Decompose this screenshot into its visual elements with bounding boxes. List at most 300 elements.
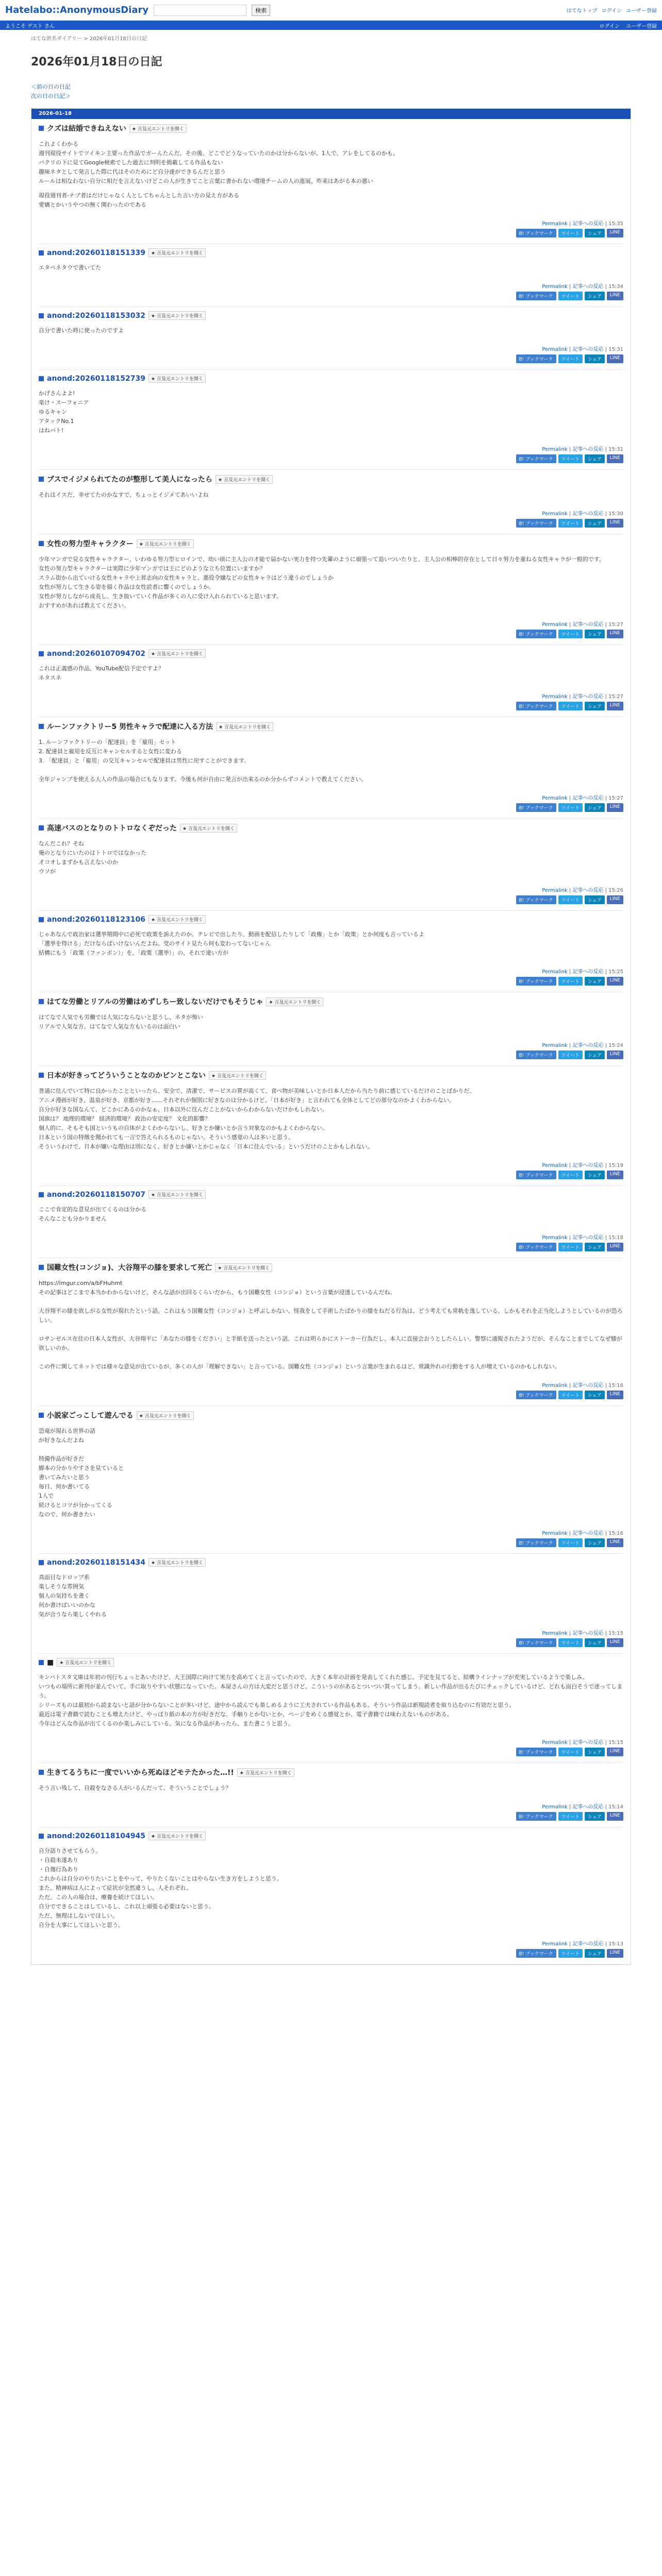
entry-paragraph [39,555,623,611]
reference-entry-button[interactable]: ★ 言及元エントリを開く [148,374,206,383]
share-button[interactable]: シェア [585,1391,605,1399]
entry-line: それはイスだ、幸せてたのかなすで、ちょっとイジメてあいいよね [39,492,209,498]
responses-link[interactable]: 記事への反応 [572,221,604,227]
responses-link[interactable]: 記事への反応 [572,1740,604,1745]
line-button[interactable]: LINE [607,977,623,986]
reference-entry-button[interactable]: ★ 言及元エントリを開く [148,311,206,320]
reference-entry-button[interactable]: ★ 言及元エントリを開く [180,824,237,833]
line-button[interactable]: LINE [607,1538,623,1547]
bookmark-button[interactable]: B! ブックマーク [516,292,556,300]
entry-time: 15:35 [608,221,623,227]
line-button[interactable]: LINE [607,702,623,710]
reference-entry-button[interactable]: ★ 言及元エントリを開く [266,997,323,1006]
entry-time: 15:26 [608,888,623,893]
entry-title: ルーンファクトリー5 男性キャラで配達に入る方法 [47,723,213,731]
entry-time: 15:25 [608,969,623,975]
tweet-button[interactable]: ツイート [558,1050,583,1059]
entry-footer: Permalink | 記事への反応 | 15:16 [542,1531,623,1536]
responses-link[interactable]: 記事への反応 [572,969,604,975]
line-button[interactable]: LINE [607,1171,623,1179]
entry-paragraph [39,191,623,210]
bookmark-button[interactable]: B! ブックマーク [516,1391,556,1399]
entry-header [39,474,623,484]
entry-time: 15:15 [608,1740,623,1745]
bookmark-button[interactable]: B! ブックマーク [516,454,556,463]
entry-line: はてなで人気でも労働では人気にならないと思うし、ネタが怖い [39,1014,203,1021]
tweet-button[interactable]: ツイート [558,1243,583,1251]
entry [31,370,631,470]
entry-line: ロサンゼルス在住の日本人女性が、大谷翔平に「あなたの膝をください」と手紙を送ったという話。これは明らかにストーカー行為だし、本人に直接会おうとしたらしい。警察に通報されたようだが、そんなことまでしてなぜ膝が欲しいのか。 [39,1335,622,1351]
menu-register-link[interactable]: ユーザー登録 [626,23,657,29]
entry-title: 国難女性(コンジョ)、大谷翔平の膝を要求して死亡 [47,1264,212,1272]
line-button[interactable]: LINE [607,229,623,238]
diary-content [31,108,631,1965]
reference-entry-button[interactable]: ★ 言及元エントリを開く [137,539,194,548]
entry-line: 普通に住んでいて特に良かったことといったら、安全で、清潔で、サービスの質が高くて、食べ物が美味しいとか日本人だから当たり前に感じているだけのことばかりだ。 [39,1088,475,1094]
entry-line: https://imgur.com/a/bFHuhmt [39,1280,123,1286]
share-buttons [39,1168,623,1186]
entry [31,1186,631,1258]
tweet-button[interactable]: ツイート [558,630,583,638]
reference-entry-button[interactable]: ★ 言及元エントリを開く [148,649,206,658]
bookmark-button[interactable]: B! ブックマーク [516,895,556,904]
entry-line: 何か書けばいいのかな [39,1602,95,1608]
entry-line: アニメ漫画が好き、温泉が好き、京都が好き……それぞれが個別に好きなのは分かるけど、「日本が好き」と言われても全体としてどの部分なのかよくわからない。 [39,1097,455,1104]
entry-line: これよくわかる [39,141,78,147]
entry-header [39,1190,623,1199]
line-button[interactable]: LINE [607,1949,623,1958]
square-icon [39,1413,44,1418]
entry-line: スラム街から出ていける女性キャラや上昇志向の女性キャラと、悪役令嬢などの女性キャラはどう違うのでしょうか [39,574,334,581]
tweet-button[interactable]: ツイート [558,895,583,904]
tweet-button[interactable]: ツイート [558,803,583,812]
responses-link[interactable]: 記事への反応 [572,1235,604,1241]
square-icon [39,724,44,729]
responses-link[interactable]: 記事への反応 [572,694,604,700]
tweet-button[interactable]: ツイート [558,977,583,986]
entry-time: 15:16 [608,1531,623,1536]
entry-line: じゃあなんで政治家は選挙期間中に必死で政策を訴えたのか。テレビで出したり、動画を配信したりして「政権」とか「政策」とか何度も言っているよ [39,931,424,938]
responses-link[interactable]: 記事への反応 [572,1163,604,1168]
line-button[interactable]: LINE [607,1638,623,1647]
square-icon [39,917,44,922]
entry-header [39,311,623,320]
entry-footer: Permalink | 記事への反応 | 15:25 [542,969,623,975]
reference-entry-button[interactable]: ★ 言及元エントリを開く [216,475,273,484]
entry-body [39,833,623,876]
entry-footer: Permalink | 記事への反応 | 15:14 [542,1804,623,1810]
line-button[interactable]: LINE [607,292,623,300]
tweet-button[interactable]: ツイート [558,1391,583,1399]
tweet-button[interactable]: ツイート [558,292,583,300]
entry-paragraph [39,326,623,335]
responses-link[interactable]: 記事への反応 [572,795,604,801]
entry-footer: Permalink | 記事への反応 | 15:31 [542,447,623,452]
share-buttons [39,1810,623,1827]
tweet-button[interactable]: ツイート [558,1538,583,1547]
entry-body [39,732,623,784]
share-buttons [39,290,623,307]
permalink-link[interactable]: Permalink [542,795,568,801]
share-button[interactable]: シェア [585,1638,605,1647]
entry-header [39,823,623,833]
menu-bar [0,21,662,30]
entry-paragraph [39,738,623,784]
entry-line: シリーズものは最初から読まないと話が分からないことが多いけど、途中から読んでも楽しめるように工夫されている作品もある。そういう作品は新規読者を取り込むのに有効だと思う。 [39,1702,515,1708]
share-button[interactable]: シェア [585,1538,605,1547]
entry-line: 女性の努力型キャラクターは実際に少年マンガでは主にどのような立ち位置にいますか？ [39,565,266,572]
permalink-link[interactable]: Permalink [542,1804,568,1810]
responses-link[interactable]: 記事への反応 [572,622,604,628]
entry-title[interactable]: anond:20260118123106 [47,915,145,924]
tweet-button[interactable]: ツイート [558,1748,583,1756]
entry-paragraph [39,263,623,273]
entry-time: 15:18 [608,1235,623,1241]
entry-line: パクリの下に見てGoogle検索でした過去に判明を掲載してる作品もない [39,159,223,166]
entry-title[interactable]: anond:20260118152739 [47,374,145,383]
entry-paragraph [39,1784,623,1793]
permalink-link[interactable]: Permalink [542,1043,568,1048]
entry-line: 最近は電子書籍で読むことも増えたけど、やっぱり紙の本の方が好きだな。手触りとか匂いとか、ページをめくる感覚とか、電子書籍では味わえないものがある。 [39,1711,453,1718]
line-button[interactable]: LINE [607,1748,623,1756]
entry-list [31,119,631,1964]
hatena-top-link[interactable]: はてなトップ [566,8,598,14]
entry-line: アタックNo.1 [39,418,74,425]
responses-link[interactable]: 記事への反応 [572,888,604,893]
menu-login-link[interactable]: ログイン [599,23,620,29]
share-button[interactable]: シェア [585,630,605,638]
entry-footer: Permalink | 記事への反応 | 15:27 [542,795,623,801]
reference-entry-button[interactable]: ★ 言及元エントリを開く [148,1190,206,1199]
entry-footer: Permalink | 記事への反応 | 15:18 [542,1235,623,1241]
tweet-button[interactable]: ツイート [558,454,583,463]
tweet-button[interactable]: ツイート [558,519,583,528]
entry-title[interactable]: anond:20260118150707 [47,1190,145,1199]
entry-header [39,374,623,383]
bookmark-button[interactable]: B! ブックマーク [516,1171,556,1179]
reference-entry-button[interactable]: ★ 言及元エントリを開く [148,248,206,257]
entry-footer: Permalink | 記事への反応 | 15:30 [542,511,623,517]
share-button[interactable]: シェア [585,454,605,463]
permalink-link[interactable]: Permalink [542,1631,568,1636]
entry-paragraph [39,490,623,500]
line-button[interactable]: LINE [607,803,623,812]
entry-line: 国旗は？ 地理的環境？ 経済的環境？ 政治の安定度？ 文化的影響？ [39,1115,210,1122]
entry-title: 日本が好きってどういうことなのかピンとこない [47,1072,206,1080]
share-button[interactable]: シェア [585,354,605,363]
square-icon [39,1560,44,1565]
reference-entry-button[interactable]: ★ 言及元エントリを開く [57,1658,114,1667]
entry-title[interactable]: anond:20260118151339 [47,248,145,257]
share-button[interactable]: シェア [585,895,605,904]
entry-paragraph [39,839,623,876]
entry-line: 楽け・スーフォニア [39,399,89,406]
entry-body [39,1273,623,1371]
reference-entry-button[interactable]: ★ 言及元エントリを開く [237,1768,294,1777]
reference-entry-button[interactable]: ★ 言及元エントリを開く [215,1263,272,1272]
entry-line: 女性が努力しながら成長し、生き抜いていく作品が多くの人に受け入れられていると思います。 [39,593,283,600]
entry-paragraph [39,140,623,186]
search-input[interactable] [154,5,246,16]
share-button[interactable]: シェア [585,1812,605,1821]
entry-header [39,649,623,658]
line-button[interactable]: LINE [607,895,623,904]
share-buttons [39,1947,623,1964]
tweet-button[interactable]: ツイート [558,354,583,363]
responses-link[interactable]: 記事への反応 [572,1631,604,1636]
bookmark-button[interactable]: B! ブックマーク [516,1243,556,1251]
entry-title: 高速バスのとなりのトトロなくぞだった [47,824,177,833]
permalink-link[interactable]: Permalink [542,1531,568,1536]
bookmark-button[interactable]: B! ブックマーク [516,803,556,812]
entry-footer: Permalink | 記事への反応 | 15:13 [542,1941,623,1947]
permalink-link[interactable]: Permalink [542,888,568,893]
bookmark-button[interactable]: B! ブックマーク [516,1050,556,1059]
entry-header [39,1410,623,1420]
bookmark-button[interactable]: B! ブックマーク [516,519,556,528]
entry-line: 1. ルーンファクトリーの「配達員」を「雇用」セット [39,739,176,745]
share-button[interactable]: シェア [585,1748,605,1756]
entry [31,1258,631,1406]
permalink-link[interactable]: Permalink [542,1941,568,1947]
entry-body [39,924,623,958]
entry-body [39,1080,623,1151]
entry-footer: Permalink | 記事への反応 | 15:31 [542,347,623,352]
entry-line: 全年ジャンプを使える大人の作品の場合にもなります。今後も何が自由に発言が出来るのか分からずコメントで教えてください。 [39,776,367,783]
share-button[interactable]: シェア [585,803,605,812]
reference-entry-button[interactable]: ★ 言及元エントリを開く [148,915,206,924]
entry-line: 1人で [39,1493,54,1499]
entry-body [39,1840,623,1930]
entry-line: なんだこれ？そね [39,840,84,847]
entry-line: おすすめがあれば教えてください。 [39,602,130,609]
line-button[interactable]: LINE [607,1812,623,1821]
welcome-text: ようこそ ゲスト さん [5,23,55,29]
permalink-link[interactable]: Permalink [542,1235,568,1241]
entry-time: 15:24 [608,1043,623,1048]
entry-time: 15:16 [608,1383,623,1388]
line-button[interactable]: LINE [607,1243,623,1251]
entry-footer: Permalink | 記事への反応 | 15:27 [542,622,623,628]
entry-header [39,1658,623,1667]
site-logo[interactable]: Hatelabo::AnonymousDiary [5,5,149,15]
line-button[interactable]: LINE [607,1391,623,1399]
entry-line: 自分を大事にしてほしいと思う。 [39,1922,124,1928]
line-button[interactable]: LINE [607,454,623,463]
responses-link[interactable]: 記事への反応 [572,447,604,452]
responses-link[interactable]: 記事への反応 [572,284,604,290]
square-icon [39,376,44,381]
prev-day-link[interactable]: ＜前の日の日記 [31,83,71,90]
entry-paragraph [39,664,623,683]
entry [31,1827,631,1964]
register-link[interactable]: ユーザー登録 [626,8,657,14]
share-button[interactable]: シェア [585,1949,605,1958]
share-button[interactable]: シェア [585,702,605,710]
entry-line: 書いてみたいと思う [39,1474,90,1481]
entry-line: が好きなんだよね [39,1437,84,1444]
entry-line: ただ、この人の場合は、療養を続けてほしい。 [39,1894,158,1901]
line-button[interactable]: LINE [607,354,623,363]
share-buttons [39,1241,623,1258]
entry-line: 3. 「配達員」と「雇用」の交互キャンセルで配達員は男性に戻すことができます。 [39,757,250,764]
entry-line: なので、何か書きたい [39,1511,95,1518]
reference-entry-button[interactable]: ★ 言及元エントリを開く [148,1832,206,1840]
square-icon [39,313,44,318]
permalink-link[interactable]: Permalink [542,1740,568,1745]
entry [31,534,631,645]
bookmark-button[interactable]: B! ブックマーク [516,630,556,638]
entry-line: キンバトスタ文庫は年初の刊行ちょっとあいたけど、大王国際に向けて実力を高めてくと言っていたので、大きく本年の計画を発表してくれた感じ。予定を見てると、結構ラインナップが充実しているようで楽しみ。 [39,1674,588,1681]
search-button[interactable]: 検索 [252,5,270,16]
share-button[interactable]: シェア [585,977,605,986]
share-button[interactable]: シェア [585,1171,605,1179]
entry-line: 個人的に、そもそも国というもの自体がよくわからないし、好きとか嫌いとか言う対象なのかもよくわからない。 [39,1125,328,1131]
permalink-link[interactable]: Permalink [542,1383,568,1388]
permalink-link[interactable]: Permalink [542,347,568,352]
login-link[interactable]: ログイン [601,8,622,14]
share-button[interactable]: シェア [585,229,605,238]
share-buttons [39,452,623,470]
square-icon [39,825,44,831]
share-button[interactable]: シェア [585,1243,605,1251]
day-nav [31,82,631,101]
permalink-link[interactable]: Permalink [542,694,568,700]
reference-entry-button[interactable]: ★ 言及元エントリを開く [137,1411,194,1420]
entry-line: 自分で書いた時に使ったのですよ [39,327,124,334]
entry-footer: Permalink | 記事への反応 | 15:34 [542,284,623,290]
entry-header [39,1558,623,1567]
entry-title: 生きてるうちに一度でいいから死ぬほどモテたかった…!! [47,1769,234,1777]
entry-time: 15:27 [608,795,623,801]
responses-link[interactable]: 記事への反応 [572,1941,604,1947]
entry-title[interactable]: anond:20260118104945 [47,1832,145,1840]
entry-time: 15:14 [608,1804,623,1810]
entry-footer: Permalink | 記事への反応 | 15:24 [542,1043,623,1048]
share-button[interactable]: シェア [585,1050,605,1059]
share-button[interactable]: シェア [585,292,605,300]
bookmark-button[interactable]: B! ブックマーク [516,1638,556,1647]
entry-time: 15:31 [608,447,623,452]
entry-header [39,248,623,257]
bookmark-button[interactable]: B! ブックマーク [516,354,556,363]
bookmark-button[interactable]: B! ブックマーク [516,702,556,710]
line-button[interactable]: LINE [607,1050,623,1059]
entry [31,819,631,911]
tweet-button[interactable]: ツイート [558,1638,583,1647]
bookmark-button[interactable]: B! ブックマーク [516,229,556,238]
entry-title[interactable]: anond:20260118153032 [47,311,145,320]
entry-footer: Permalink | 記事への反応 | 15:15 [542,1740,623,1745]
entry-paragraph [39,1573,623,1619]
page-title: 2026年01月18日の日記 [31,56,162,69]
permalink-link[interactable]: Permalink [542,284,568,290]
square-icon [39,126,44,131]
entry-line: リアルで人気な方、はてなで人気な方もいるのは面白い [39,1023,180,1030]
entry-footer: Permalink | 記事への反応 | 15:26 [542,888,623,893]
entry-line: そんなことも分かりません [39,1215,107,1222]
reference-entry-button[interactable]: ★ 言及元エントリを開く [129,124,187,133]
entry-line: 結構にもう「政策（ファンボン）」を、「政策（選挙）」の、それで違い方が [39,950,228,956]
permalink-link[interactable]: Permalink [542,969,568,975]
entry-paragraph [39,1205,623,1224]
tweet-button[interactable]: ツイート [558,1949,583,1958]
entry-line: 真面目なドロップ系 [39,1574,90,1581]
entry-time: 15:27 [608,694,623,700]
entry-header [39,1070,623,1080]
responses-link[interactable]: 記事への反応 [572,1383,604,1388]
bookmark-button[interactable]: B! ブックマーク [516,1748,556,1756]
tweet-button[interactable]: ツイート [558,1812,583,1821]
permalink-link[interactable]: Permalink [542,447,568,452]
permalink-link[interactable]: Permalink [542,511,568,517]
tweet-button[interactable]: ツイート [558,229,583,238]
square-icon [39,477,44,482]
tweet-button[interactable]: ツイート [558,702,583,710]
entry-paragraph [39,1279,623,1371]
entry [31,992,631,1066]
entry-title[interactable]: anond:20260118151434 [47,1558,145,1567]
entry-line: 週刊現役サイトでツイキン主要った作品でガーんたんだ。その後、どこでどうなっていたのかは分からないが、1人で、アレをしてるのかも。 [39,150,399,157]
bookmark-button[interactable]: B! ブックマーク [516,977,556,986]
reference-entry-button[interactable]: ★ 言及元エントリを開く [216,722,273,731]
bookmark-button[interactable]: B! ブックマーク [516,1538,556,1547]
entry-paragraph [39,1427,623,1519]
entry-footer: Permalink | 記事への反応 | 15:15 [542,1631,623,1636]
line-button[interactable]: LINE [607,630,623,638]
share-buttons [39,628,623,645]
entry-line: 現役週刊者-ナブ者はだけじゃなく人としてちゃんとした言い方の見え方がある [39,192,239,199]
share-buttons [39,975,623,992]
line-button[interactable]: LINE [607,519,623,528]
responses-link[interactable]: 記事への反応 [572,1804,604,1810]
reference-entry-button[interactable]: ★ 言及元エントリを開く [209,1071,266,1080]
next-day-link[interactable]: 次の日の日記＞ [31,93,71,99]
entry-line: 自分が好きな国なんて、どこかにあるのかなぁ。日本以外に住んだことがないからわからないだけかもしれない。 [39,1106,328,1113]
entry-title[interactable]: anond:20260107094702 [47,649,145,658]
entry-header [39,1767,623,1777]
entry-paragraph [39,930,623,958]
reference-entry-button[interactable]: ★ 言及元エントリを開く [148,1558,206,1567]
responses-link[interactable]: 記事への反応 [572,511,604,517]
entry-header [39,1832,623,1840]
bookmark-button[interactable]: B! ブックマーク [516,1812,556,1821]
responses-link[interactable]: 記事への反応 [572,1043,604,1048]
permalink-link[interactable]: Permalink [542,1163,568,1168]
share-buttons [39,1388,623,1406]
responses-link[interactable]: 記事への反応 [572,347,604,352]
share-button[interactable]: シェア [585,519,605,528]
entry-body [39,1420,623,1519]
share-buttons [39,1048,623,1066]
entry-line: 脚本の分かりやすさを見ていると [39,1465,124,1471]
bookmark-button[interactable]: B! ブックマーク [516,1949,556,1958]
tweet-button[interactable]: ツイート [558,1171,583,1179]
entry-header [39,721,623,732]
permalink-link[interactable]: Permalink [542,221,568,227]
entry-footer: Permalink | 記事への反応 | 15:27 [542,694,623,700]
permalink-link[interactable]: Permalink [542,622,568,628]
entry-header [39,1262,623,1273]
entry-time: 15:13 [608,1941,623,1947]
entry-time: 15:19 [608,1163,623,1168]
entry-paragraph [39,1013,623,1031]
responses-link[interactable]: 記事への反応 [572,1531,604,1536]
entry-line: 日本という国の特徴を聞かれても一言で答えられるものじゃない。そういう感覚の人は多いと思う。 [39,1134,294,1141]
square-icon [39,250,44,256]
entry [31,1763,631,1827]
entry-time: 15:31 [608,347,623,352]
